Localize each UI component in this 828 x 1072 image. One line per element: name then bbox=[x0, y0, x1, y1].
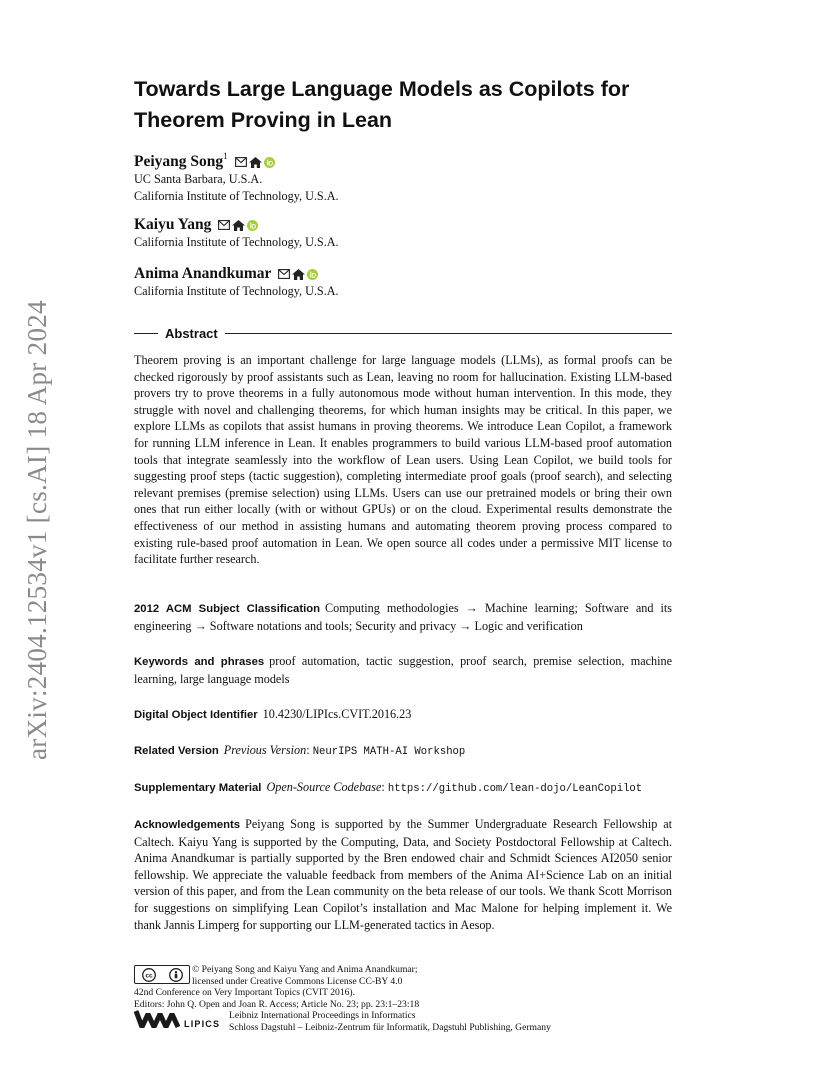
keywords: Keywords and phrases proof automation, tactic suggestion, proof search, premise selection, machine learning, large language models bbox=[134, 654, 672, 686]
acm-classification: 2012 ACM Subject Classification Computing methodologies → Machine learning; Software and its engineering → Software notations and tools; Security and privacy → Logic and verification bbox=[134, 601, 672, 633]
divider bbox=[134, 333, 158, 334]
codebase-link[interactable]: https://github.com/lean-dojo/LeanCopilot bbox=[387, 783, 643, 795]
orcid-icon[interactable] bbox=[247, 220, 258, 231]
envelope-icon[interactable] bbox=[278, 269, 290, 279]
author-name: Anima Anandkumar bbox=[134, 265, 272, 282]
related-version: Related Version Previous Version: NeurIPS MATH-AI Workshop bbox=[134, 743, 466, 758]
orcid-icon[interactable] bbox=[264, 157, 275, 168]
related-version-link[interactable]: NeurIPS MATH-AI Workshop bbox=[312, 746, 466, 758]
license-text: licensed under Creative Commons License CC-BY 4.0 bbox=[192, 975, 403, 987]
svg-text:cc: cc bbox=[144, 972, 153, 980]
affiliation: California Institute of Technology, U.S.A. bbox=[134, 235, 339, 249]
conference-name: 42nd Conference on Very Important Topics (CVIT 2016). bbox=[134, 987, 356, 998]
person-icon bbox=[169, 968, 183, 982]
supplementary-material: Supplementary Material Open-Source Codebase: https://github.com/lean-dojo/LeanCopilot bbox=[134, 780, 643, 795]
lipics-logo bbox=[134, 1008, 180, 1030]
publisher: Schloss Dagstuhl – Leibniz-Zentrum für Informatik, Dagstuhl Publishing, Germany bbox=[229, 1021, 551, 1033]
author-name: Kaiyu Yang bbox=[134, 216, 212, 233]
cc-by-badge[interactable] bbox=[134, 965, 190, 984]
series-name: Leibniz International Proceedings in Informatics bbox=[229, 1010, 416, 1021]
home-icon[interactable] bbox=[292, 269, 305, 280]
home-icon[interactable] bbox=[232, 220, 245, 231]
author-name: Peiyang Song$^1$ bbox=[134, 151, 228, 170]
arxiv-stamp: arXiv:2404.12534v1 [cs.AI] 18 Apr 2024 bbox=[22, 300, 52, 760]
envelope-icon[interactable] bbox=[235, 157, 247, 167]
author-block bbox=[134, 265, 672, 300]
envelope-icon[interactable] bbox=[218, 220, 230, 230]
acknowledgements: Acknowledgements Peiyang Song is supported by the Summer Undergraduate Research Fellowship at Caltech. Kaiyu Yang is supported by the Computing, Data, and Society Postdoctoral Fellowship at Caltech. Anima Anandkumar is partially supported by the Bren endowed chair and Schmidt Sciences AI2050 senior fellowship. We appreciate the valuable feedback from members of the Anima AI+Science Lab on an initial version of this paper, and from the Lean community on the beta release of our tools. We thank Scott Morrison for suggestions on simplifying Lean Copilot’s installation and Mac Malone for helping implement it. We thank Jannis Limperg for supporting our LLM-generated tactics in Aesop. bbox=[134, 817, 672, 932]
doi: Digital Object Identifier 10.4230/LIPIcs.CVIT.2016.23 bbox=[134, 707, 412, 721]
cc-icon bbox=[142, 968, 156, 982]
affiliation: California Institute of Technology, U.S.A. bbox=[134, 188, 339, 203]
lipics-wordmark: LIPICS bbox=[184, 1019, 221, 1029]
affiliation: UC Santa Barbara, U.S.A. bbox=[134, 172, 263, 186]
author-block bbox=[134, 216, 672, 251]
orcid-icon[interactable] bbox=[307, 269, 318, 280]
editors-line: Editors: John Q. Open and Joan R. Access; Article No. 23; pp. 23:1–23:18 bbox=[134, 998, 420, 1010]
divider bbox=[225, 333, 672, 334]
abstract-heading: Abstract bbox=[134, 324, 672, 342]
home-icon[interactable] bbox=[249, 157, 262, 168]
paper-title: Towards Large Language Models as Copilots for Theorem Proving in Lean bbox=[134, 77, 630, 132]
abstract-text: Theorem proving is an important challenge for large language models (LLMs), as formal proofs can be checked rigorously by proof assistants such as Lean, leaving no room for hallucination. Existing LLM-based provers try to prove theorems in a fully autonomous mode without human intervention. In this mode, they struggle with novel and challenging theorems, for which human insights may be critical. In this paper, we explore LLMs as copilots that assist humans in proving theorems. We introduce Lean Copilot, a framework for running LLM inference in Lean. It enables programmers to build various LLM-based proof automation tools that integrate seamlessly into the workflow of Lean users. Using Lean Copilot, we build tools for suggesting proof steps (tactic suggestion), completing intermediate proof goals (proof search), and selecting relevant premises (premise selection) using LLMs. Users can use our pretrained models or bring their own ones that run either locally (with or without GPUs) or on the cloud. Experimental results demonstrate the effectiveness of our method in assisting humans and automating theorem proving process compared to existing rule-based proof automation in Lean. We open source all codes under a permissive MIT license to facilitate further research. bbox=[134, 353, 672, 567]
license-copyright: © Peiyang Song and Kaiyu Yang and Anima Anandkumar; bbox=[192, 964, 418, 975]
license-footer bbox=[134, 964, 672, 1033]
affiliation: California Institute of Technology, U.S.A. bbox=[134, 284, 339, 298]
author-block bbox=[134, 151, 672, 204]
